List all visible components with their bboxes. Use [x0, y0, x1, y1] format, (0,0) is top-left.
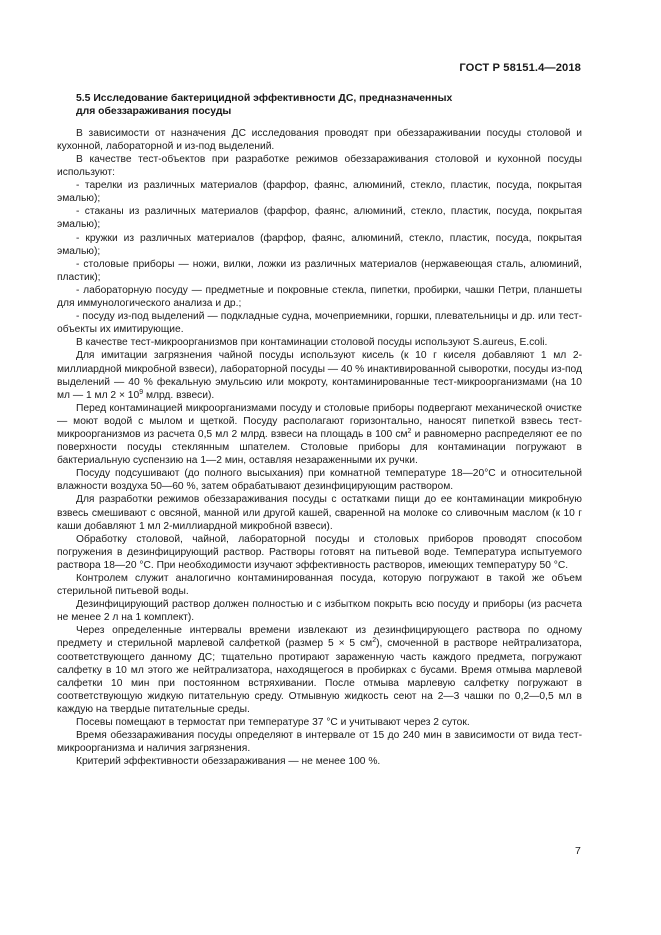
section-heading-line1: 5.5 Исследование бактерицидной эффективности ДС, предназначенных	[76, 93, 453, 104]
paragraph	[57, 402, 582, 467]
paragraph: Обработку столовой, чайной, лабораторной посуды и столовых приборов проводят способом погружения в дезинфицирующий раствор. Растворы готовят на питьевой воде. Температура испытуемого раствора 18—20 °С. При необходимости изучают эффективность растворов, имеющих температуру 50 °С.	[57, 533, 582, 571]
paragraph: Для разработки режимов обеззараживания посуды с остатками пищи до ее контаминации микробную взвесь смешивают с овсяной, манной или другой кашей, сваренной на молоке со сливочным маслом (к 10 г каши добавляют 1 мл 2-миллиардной микробной взвеси).	[57, 494, 582, 532]
paragraph	[57, 349, 582, 401]
paragraph: В качестве тест-объектов при разработке режимов обеззараживания столовой и кухонной посуды используют:	[57, 154, 582, 179]
text-run: ), смоченной в растворе нейтрализатора, соответствующего данному ДС; тщательно протирают зараженную часть каждого предмета, погружают салфетку в 10 мл этого же нейтрализатора, находящегося в пробирках с бусами. Время отмыва марлевой салфетки 10 мин при постоянном встряхивании. После отмыва марлевую салфетку погружают в соответствующую жидкую питательную среду. Отмывную жидкость сеют на 2—3 чашки по 0,2—0,5 мл в каждую на твердые питательные среды.	[57, 638, 582, 715]
superscript: 2	[407, 427, 412, 435]
superscript: 2	[372, 637, 377, 645]
paragraph: Дезинфицирующий раствор должен полностью и с избытком покрыть всю посуду и приборы (из расчета не менее 2 л на 1 комплект).	[57, 599, 582, 624]
text-run: и равномерно распределяют ее по поверхности посуды стеклянным шпателем. Столовые приборы для контаминации погружают в бактериальную суспензию на 1—2 мин, оставляя незараженными их ручки.	[57, 428, 582, 467]
paragraph: Посуду подсушивают (до полного высыхания) при комнатной температуре 18—20°С и относительной влажности воздуха 50—60 %, затем обрабатывают дезинфицирующим раствором.	[57, 468, 582, 493]
paragraph: Посевы помещают в термостат при температуре 37 °С и учитывают через 2 суток.	[76, 717, 470, 729]
text-run: Через определенные интервалы времени извлекают из дезинфицирующего раствора по одному предмету и стерильной марлевой салфеткой (размер 5 × 5 см	[57, 625, 582, 650]
page-body	[57, 92, 582, 768]
text-run: Перед контаминацией микроорганизмами посуду и столовые приборы подвергают механической очистке — моют водой с мылом и щеткой. Посуду располагают горизонтально, наносят пипеткой взвесь тест-микроорганизмов из расчета 0,5 мл 2 млрд. взвеси на площадь в 100 см	[57, 402, 582, 440]
section-heading	[57, 92, 582, 119]
paragraph	[57, 624, 582, 716]
standard-designation: ГОСТ Р 58151.4—2018	[459, 62, 581, 74]
paragraph: Время обеззараживания посуды определяют в интервале от 15 до 240 мин в зависимости от вида тест-микроорганизма и наличия загрязнения.	[57, 730, 582, 755]
text-run: млрд. взвеси).	[143, 389, 215, 401]
list-item: - тарелки из различных материалов (фарфор, фаянс, алюминий, стекло, пластик, посуда, покрытая эмалью);	[57, 180, 582, 205]
list-item: - стаканы из различных материалов (фарфор, фаянс, алюминий, стекло, пластик, посуда, покрытая эмалью);	[57, 206, 582, 231]
text-run: Для имитации загрязнения чайной посуды используют кисель (к 10 г киселя добавляют 1 мл 2-миллиардной микробной взвеси), лабораторной посуды — 40 % инактивированной сыворотки, посуды из-под выделений — 40 % фекальную эмульсию или мокроту, контаминированные тест-микроорганизмами (на 10 мл — 1 мл 2 × 10	[57, 350, 582, 401]
paragraph: В зависимости от назначения ДС исследования проводят при обеззараживании посуды столовой и кухонной, лабораторной и из-под выделений.	[57, 127, 582, 152]
superscript: 9	[139, 388, 144, 396]
list-item: - лабораторную посуду — предметные и покровные стекла, пипетки, пробирки, чашки Петри, планшеты для иммунологического анализа и др.;	[57, 284, 582, 310]
section-heading-line2: для обеззараживания посуды	[76, 106, 232, 118]
page-number: 7	[575, 845, 581, 857]
paragraph: В качестве тест-микроорганизмов при контаминации столовой посуды используют S.aureus, E.coli.	[76, 337, 548, 349]
paragraph: Критерий эффективности обеззараживания — не менее 100 %.	[76, 756, 381, 768]
list-item: - посуду из-под выделений — подкладные судна, мочеприемники, горшки, плевательницы и др. или тест-объекты их имитирующие.	[57, 311, 582, 336]
list-item: - кружки из различных материалов (фарфор, фаянс, алюминий, стекло, пластик, посуда, покрытая эмалью);	[57, 232, 582, 257]
paragraph: Контролем служит аналогично контаминированная посуда, которую погружают в такой же объем стерильной питьевой воды.	[57, 573, 582, 598]
list-item: - столовые приборы — ножи, вилки, ложки из различных материалов (нержавеющая сталь, алюминий, пластик);	[57, 258, 582, 283]
